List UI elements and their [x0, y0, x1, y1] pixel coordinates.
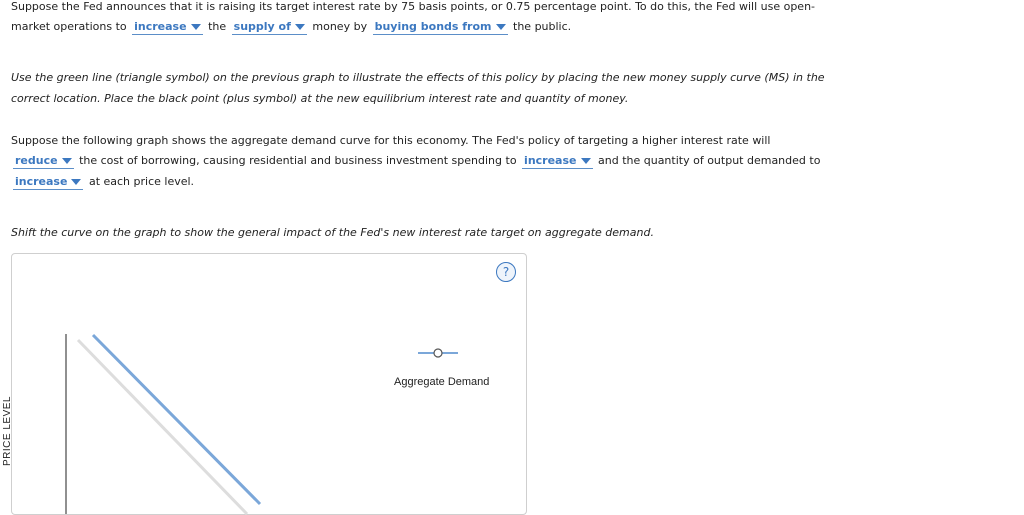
intro-text-1: Suppose the Fed announces that it is raising its target interest rate by 75 basis points, or 0.75 percentage point. To do this, the Fed will use open-	[11, 0, 816, 13]
intro-line-2	[11, 20, 571, 35]
output-demanded-dropdown[interactable]	[13, 175, 83, 190]
intro-text-3: the	[208, 20, 227, 33]
chevron-down-icon	[581, 158, 591, 164]
chevron-down-icon	[295, 24, 305, 30]
chevron-down-icon	[496, 24, 506, 30]
ad-question-line-3	[11, 175, 194, 190]
intro-text-2: market operations to	[11, 20, 127, 33]
legend-label: Aggregate Demand	[394, 376, 490, 388]
y-axis-label: PRICE LEVEL	[2, 396, 13, 466]
money-supply-dropdown[interactable]	[232, 20, 307, 35]
output-demanded-value: increase	[15, 175, 68, 188]
graph-panel	[2, 253, 527, 515]
intro-text-4: money by	[312, 20, 368, 33]
intro-text-5: the public.	[513, 20, 572, 33]
operation-direction-dropdown[interactable]	[132, 20, 202, 35]
ad-curve-original	[78, 340, 247, 514]
ad-question-text-2: the cost of borrowing, causing residential and business investment spending to	[79, 154, 517, 167]
investment-dropdown[interactable]	[522, 154, 592, 169]
ad-curve[interactable]	[93, 335, 260, 504]
chevron-down-icon	[191, 24, 201, 30]
operation-direction-value: increase	[134, 20, 187, 33]
bond-action-value: buying bonds from	[374, 20, 492, 33]
borrowing-cost-value: reduce	[15, 154, 58, 167]
money-supply-value: supply of	[233, 20, 291, 33]
instruction-line-1: Use the green line (triangle symbol) on the previous graph to illustrate the effects of this policy by placing the new money supply curve (MS) in the	[11, 71, 825, 84]
help-icon[interactable]: ?	[496, 262, 516, 282]
chevron-down-icon	[62, 158, 72, 164]
borrowing-cost-dropdown[interactable]	[13, 154, 74, 169]
shift-instruction: Shift the curve on the graph to show the general impact of the Fed's new interest rate target on aggregate demand.	[11, 226, 654, 239]
investment-value: increase	[524, 154, 577, 167]
intro-line-1	[11, 0, 815, 14]
ad-legend-marker[interactable]	[418, 346, 458, 360]
ad-question-line-2	[11, 154, 820, 169]
chevron-down-icon	[71, 179, 81, 185]
ad-question-text-4: at each price level.	[88, 175, 195, 188]
instruction-line-2: correct location. Place the black point (plus symbol) at the new equilibrium interest rate and quantity of money.	[11, 92, 629, 105]
ad-question-line-1: Suppose the following graph shows the aggregate demand curve for this economy. The Fed's policy of targeting a higher interest rate will	[11, 134, 771, 147]
ad-question-text-3: and the quantity of output demanded to	[598, 154, 821, 167]
bond-action-dropdown[interactable]	[373, 20, 508, 35]
